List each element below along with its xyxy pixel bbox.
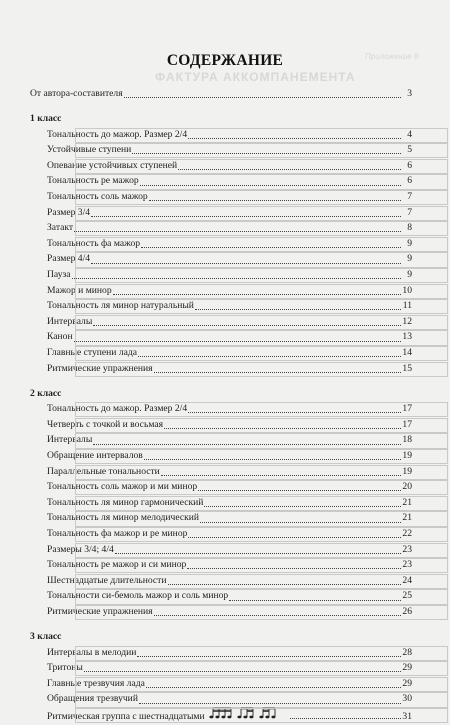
- toc-entry[interactable]: [30, 604, 412, 620]
- entry-frame: [75, 543, 448, 558]
- toc-entry[interactable]: [30, 645, 412, 661]
- dot-leader: [200, 521, 401, 523]
- toc-entry-page: 7: [407, 191, 412, 203]
- toc-entry-page: 8: [407, 222, 412, 234]
- dot-leader: [91, 215, 401, 217]
- toc-entry[interactable]: [30, 142, 412, 158]
- section-gap: [30, 376, 412, 386]
- toc-entry[interactable]: [30, 510, 412, 526]
- toc-entry-text: Интервалы в мелодии: [47, 646, 137, 658]
- section-heading-text: 2 класс: [30, 387, 62, 399]
- toc-entry[interactable]: [30, 448, 412, 464]
- dot-leader: [188, 137, 401, 139]
- dot-leader: [93, 324, 401, 326]
- toc-entry[interactable]: [30, 495, 412, 511]
- section-gap: [30, 102, 412, 112]
- toc-entry-page: 29: [402, 662, 412, 674]
- toc-entry-page: 4: [407, 128, 412, 140]
- toc-entry-page: 13: [402, 331, 412, 343]
- toc-entry-page: 19: [402, 465, 412, 477]
- dot-leader: [74, 230, 401, 232]
- toc-entry-page: 28: [402, 646, 412, 658]
- dot-leader: [141, 246, 401, 248]
- toc-entry[interactable]: [30, 298, 412, 314]
- dot-leader: [72, 277, 401, 279]
- bleed-through-title: ФАКТУРА АККОМПАНЕМЕНТА: [155, 70, 356, 84]
- dot-leader: [139, 702, 401, 704]
- toc-entry-text: Главные трезвучия лада: [47, 677, 145, 689]
- section-heading: [30, 629, 412, 645]
- dot-leader: [144, 458, 401, 460]
- dot-leader: [132, 152, 401, 154]
- dot-leader: [164, 427, 401, 429]
- toc-entry-page: 11: [402, 300, 412, 312]
- toc-entry-page: 14: [402, 347, 412, 358]
- toc-entry-text: Тональность ля минор гармонический: [47, 496, 204, 508]
- toc-entry-text: Канон: [47, 331, 73, 343]
- toc-entry[interactable]: [30, 479, 412, 495]
- toc-entry-page: 17: [402, 403, 412, 415]
- toc-entry[interactable]: [30, 588, 412, 604]
- dot-leader: [115, 552, 401, 554]
- toc-entry[interactable]: [30, 557, 412, 573]
- section-heading-text: 3 класс: [30, 631, 62, 643]
- toc-entry-page: 22: [402, 528, 412, 540]
- dot-leader: [137, 655, 401, 657]
- dot-leader: [146, 686, 401, 688]
- toc-entry-text: Размер 3/4: [47, 206, 91, 218]
- toc-entry-text: Обращение интервалов: [47, 450, 143, 462]
- dot-leader: [74, 340, 401, 342]
- toc-entry-text: Интервалы: [47, 315, 93, 327]
- toc-entry-page: 12: [402, 315, 412, 327]
- toc-entry-text: Ритмические упражнения: [47, 606, 153, 617]
- dot-leader: [154, 371, 401, 373]
- toc-entry-page: 15: [402, 362, 412, 374]
- toc-entry[interactable]: [30, 676, 412, 692]
- dot-leader: [188, 536, 401, 538]
- entry-frame: [75, 206, 448, 221]
- dot-leader: [84, 670, 401, 672]
- toc-entry[interactable]: [30, 173, 412, 189]
- toc-entry-page: 6: [407, 175, 412, 187]
- dot-leader: [161, 474, 401, 476]
- rhythm-notes-icon: [209, 707, 289, 719]
- dot-leader: [290, 717, 401, 719]
- dot-leader: [198, 489, 401, 491]
- toc-entry[interactable]: [30, 707, 412, 723]
- dot-leader: [154, 614, 401, 616]
- dot-leader: [93, 443, 401, 445]
- toc-entry-text: Тональность соль мажор: [47, 191, 148, 203]
- toc-entry-page: 19: [402, 450, 412, 462]
- dot-leader: [178, 168, 401, 170]
- toc-entry-page: 9: [407, 237, 412, 249]
- toc-entry[interactable]: [30, 660, 412, 676]
- toc-entry-text: Тональность ля минор мелодический: [47, 512, 200, 524]
- toc-entry-text: Интервалы: [47, 434, 93, 446]
- dot-leader: [187, 567, 401, 569]
- toc-entry-text: Тональность соль мажор и ми минор: [47, 481, 198, 493]
- toc-entry-text: Затакт: [47, 222, 74, 234]
- dot-leader: [229, 599, 401, 601]
- toc-entry-page: 9: [407, 269, 412, 281]
- dot-leader: [91, 262, 401, 264]
- toc-entry-text: Параллельные тональности: [47, 465, 160, 477]
- toc-entry[interactable]: [30, 329, 412, 345]
- dot-leader: [138, 355, 401, 357]
- toc-entry-page: 24: [402, 574, 412, 586]
- section-heading-text: 1 класс: [30, 113, 62, 125]
- toc-entry-page: 26: [402, 606, 412, 617]
- entry-frame: [75, 433, 448, 448]
- toc-entry-page: 31: [402, 711, 412, 723]
- toc-entry-text: Шестнадцатые длительности: [47, 574, 167, 586]
- toc-entry-text: Устойчивые ступени: [47, 144, 132, 156]
- dot-leader: [204, 505, 401, 507]
- toc-entry-text: Опевание устойчивых ступеней: [47, 159, 178, 171]
- toc-entry-page: 20: [402, 481, 412, 493]
- toc-entry-text: Тритоны: [47, 662, 83, 674]
- entry-frame: [75, 221, 448, 236]
- toc-entry-page: 7: [407, 206, 412, 218]
- toc-entry[interactable]: [30, 432, 412, 448]
- entry-frame: [75, 661, 448, 676]
- toc-entry-page: 9: [407, 253, 412, 265]
- toc-entry-page: 18: [402, 434, 412, 446]
- entry-frame: [75, 268, 448, 283]
- toc-entry-text: Тональность до мажор. Размер 2/4: [47, 403, 188, 415]
- toc-entry-text: Размер 4/4: [47, 253, 91, 265]
- toc-entry-text: Ритмическая группа с шестнадцатыми: [47, 711, 205, 723]
- toc-entry-page: 21: [402, 512, 412, 524]
- toc-entry-text: Тональность ля минор натуральный: [47, 300, 194, 312]
- toc-entry[interactable]: [30, 314, 412, 330]
- toc-entry-page: 5: [407, 144, 412, 156]
- section-heading: [30, 386, 412, 402]
- toc-entry-page: 29: [402, 677, 412, 689]
- toc-entry-page: 23: [402, 543, 412, 555]
- toc-entry-page: 3: [407, 88, 412, 99]
- toc-entry[interactable]: [30, 127, 412, 143]
- entry-frame: [75, 330, 448, 345]
- toc-entry[interactable]: [30, 401, 412, 417]
- toc-entry-text: Тональность ре мажор и си минор: [47, 559, 187, 571]
- toc-entry[interactable]: [30, 542, 412, 558]
- toc-entry-text: Обращения трезвучий: [47, 693, 138, 705]
- toc-entry[interactable]: [30, 526, 412, 542]
- dot-leader: [149, 199, 401, 201]
- toc-entry-text: Тональность до мажор. Размер 2/4: [47, 128, 188, 140]
- toc-entry-text: Тональности си-бемоль мажор и соль минор: [47, 590, 229, 602]
- page-title: СОДЕРЖАНИЕ: [166, 52, 284, 69]
- entry-frame: [75, 284, 448, 299]
- toc-entry[interactable]: [30, 691, 412, 707]
- toc-entry[interactable]: [30, 283, 412, 299]
- toc-entry[interactable]: [30, 189, 412, 205]
- dot-leader: [124, 96, 401, 98]
- toc-entry-text: Мажор и минор: [47, 284, 112, 296]
- toc-entry[interactable]: [30, 464, 412, 480]
- toc-entry[interactable]: [30, 158, 412, 174]
- toc-entry-text: Пауза: [47, 269, 71, 281]
- toc-entry[interactable]: [30, 345, 412, 361]
- table-of-contents: [30, 86, 412, 723]
- toc-entry-text: Тональность фа мажор и ре минор: [47, 528, 188, 540]
- toc-entry-page: 25: [402, 590, 412, 602]
- toc-entry[interactable]: [30, 205, 412, 221]
- toc-entry-text: Размеры 3/4; 4/4: [47, 543, 114, 555]
- entry-frame: [75, 315, 448, 330]
- toc-entry-page: 30: [402, 693, 412, 705]
- toc-entry[interactable]: [30, 267, 412, 283]
- toc-entry[interactable]: [30, 417, 412, 433]
- toc-entry[interactable]: [30, 220, 412, 236]
- dot-leader: [113, 293, 401, 295]
- toc-entry[interactable]: [30, 361, 412, 377]
- toc-entry-text: Четверть с точкой и восьмая: [47, 418, 163, 430]
- bleed-through-header: Приложение 8: [365, 52, 419, 61]
- dot-leader: [188, 411, 401, 413]
- toc-entry-page: 23: [402, 559, 412, 571]
- toc-entry-page: 21: [402, 496, 412, 508]
- dot-leader: [168, 583, 401, 585]
- section-gap: [30, 620, 412, 630]
- toc-entry-page: 10: [402, 284, 412, 296]
- section-heading: [30, 111, 412, 127]
- toc-entry-text: Ритмические упражнения: [47, 362, 153, 374]
- toc-entry-page: 17: [402, 418, 412, 430]
- toc-entry[interactable]: [30, 573, 412, 589]
- toc-entry-text: Тональность ре мажор: [47, 175, 139, 187]
- dot-leader: [140, 184, 401, 186]
- entry-frame: [75, 252, 448, 267]
- toc-entry-page: 6: [407, 159, 412, 171]
- toc-entry-text: Тональность фа мажор: [47, 237, 141, 249]
- toc-entry[interactable]: [30, 251, 412, 267]
- dot-leader: [195, 308, 401, 310]
- toc-entry-text: Главные ступени лада: [47, 347, 138, 358]
- toc-entry-text: От автора-составителя: [30, 88, 123, 99]
- toc-entry[interactable]: [30, 236, 412, 252]
- toc-entry-intro[interactable]: [30, 86, 412, 102]
